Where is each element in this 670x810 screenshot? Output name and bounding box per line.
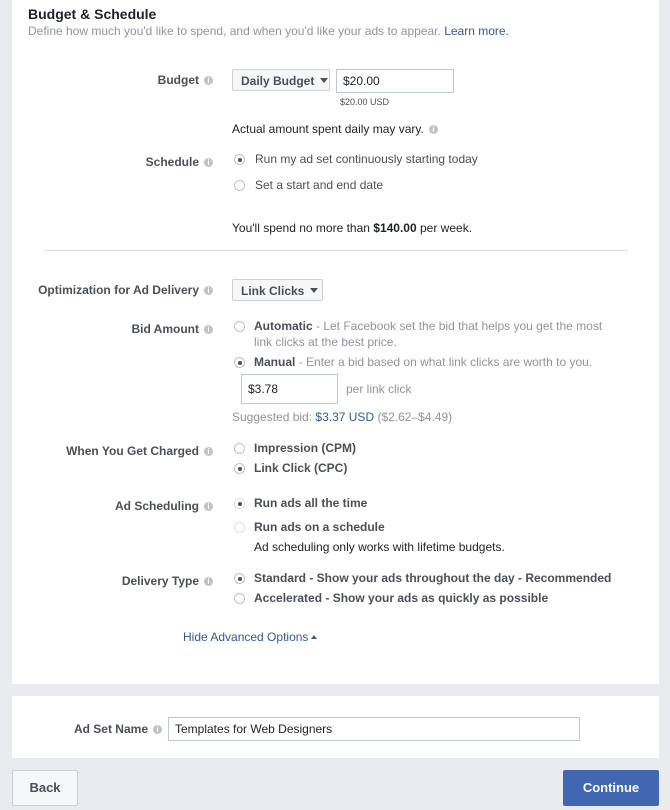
info-icon[interactable]: i xyxy=(204,502,213,511)
delivery-accelerated-radio[interactable] xyxy=(234,593,245,604)
back-button[interactable]: Back xyxy=(12,770,78,806)
bid-automatic-title: Automatic xyxy=(254,319,313,333)
section-subtitle xyxy=(28,24,509,38)
section-divider xyxy=(44,250,628,251)
ad-set-name-panel xyxy=(12,696,659,758)
bid-automatic-label[interactable] xyxy=(254,318,602,350)
ad-scheduling-all-time-label[interactable]: Run ads all the time xyxy=(254,496,368,510)
budget-type-dropdown[interactable] xyxy=(232,69,330,91)
bid-manual-title: Manual xyxy=(254,355,296,369)
info-icon[interactable]: i xyxy=(204,577,213,586)
chevron-down-icon xyxy=(320,78,328,83)
budget-amount-hint: $20.00 USD xyxy=(340,97,390,107)
ad-set-name-label xyxy=(74,722,162,736)
budget-type-value: Daily Budget xyxy=(241,74,315,88)
delivery-standard-label[interactable]: Standard - Show your ads throughout the day - Recommended xyxy=(254,571,612,585)
suggested-prefix: Suggested bid: xyxy=(232,410,316,424)
chevron-up-icon xyxy=(311,635,317,639)
ad-set-name-input[interactable] xyxy=(168,717,580,741)
ad-scheduling-schedule-label[interactable]: Run ads on a schedule xyxy=(254,520,385,534)
bid-amount-label-text: Bid Amount xyxy=(131,322,199,336)
bid-automatic-radio[interactable] xyxy=(234,321,245,332)
bid-amount-input[interactable] xyxy=(241,374,338,404)
ad-scheduling-note: Ad scheduling only works with lifetime budgets. xyxy=(254,540,505,554)
optimization-dropdown[interactable] xyxy=(232,279,323,301)
ad-scheduling-label xyxy=(115,499,213,513)
bid-unit: per link click xyxy=(346,382,412,396)
suggested-range: ($2.62–$4.49) xyxy=(374,410,453,424)
ad-set-name-label-text: Ad Set Name xyxy=(73,722,148,736)
info-icon[interactable]: i xyxy=(429,125,438,134)
charged-link-click-label[interactable]: Link Click (CPC) xyxy=(254,461,348,475)
delivery-accelerated-label[interactable]: Accelerated - Show your ads as quickly as possible xyxy=(254,591,549,605)
delivery-type-label-text: Delivery Type xyxy=(121,574,199,588)
bid-automatic-desc-2: link clicks at the best price. xyxy=(254,335,397,349)
schedule-start-end-radio[interactable] xyxy=(234,180,245,191)
learn-more-link[interactable]: Learn more. xyxy=(444,24,509,38)
bid-manual-radio[interactable] xyxy=(234,357,245,368)
ad-scheduling-label-text: Ad Scheduling xyxy=(115,499,199,513)
subtitle-text: Define how much you'd like to spend, and when you'd like your ads to appear. xyxy=(28,24,441,38)
delivery-standard-radio[interactable] xyxy=(234,573,245,584)
optimization-value: Link Clicks xyxy=(241,284,305,298)
schedule-continuous-radio[interactable] xyxy=(234,154,245,165)
budget-note xyxy=(232,122,438,136)
suggested-bid xyxy=(232,410,452,424)
schedule-label xyxy=(146,155,213,169)
info-icon[interactable]: i xyxy=(204,447,213,456)
budget-amount-input[interactable] xyxy=(336,69,454,93)
continue-button[interactable]: Continue xyxy=(563,770,659,806)
delivery-type-label xyxy=(122,574,213,588)
chevron-down-icon xyxy=(310,288,318,293)
charged-impression-label[interactable]: Impression (CPM) xyxy=(254,441,357,455)
suggested-bid-value[interactable]: $3.37 USD xyxy=(315,410,375,424)
weekly-prefix: You'll spend no more than xyxy=(232,221,374,235)
info-icon[interactable]: i xyxy=(204,76,213,85)
bid-manual-desc: - Enter a bid based on what link clicks are worth to you. xyxy=(295,355,593,369)
hide-advanced-options-text: Hide Advanced Options xyxy=(183,630,309,644)
info-icon[interactable]: i xyxy=(204,286,213,295)
charged-impression-radio[interactable] xyxy=(234,443,245,454)
charged-label-text: When You Get Charged xyxy=(66,444,199,458)
hide-advanced-options-link[interactable] xyxy=(183,630,317,644)
optimization-label xyxy=(38,283,213,297)
schedule-start-end-label[interactable]: Set a start and end date xyxy=(255,178,384,192)
info-icon[interactable]: i xyxy=(153,725,162,734)
bid-amount-label xyxy=(131,322,213,336)
weekly-spend-note xyxy=(232,221,472,235)
budget-note-text: Actual amount spent daily may vary. xyxy=(232,122,424,136)
schedule-continuous-label[interactable]: Run my ad set continuously starting today xyxy=(255,152,478,166)
schedule-label-text: Schedule xyxy=(145,155,199,169)
info-icon[interactable]: i xyxy=(204,325,213,334)
bid-automatic-desc: - Let Facebook set the bid that helps you get the most xyxy=(312,319,603,333)
optimization-label-text: Optimization for Ad Delivery xyxy=(38,283,199,297)
ad-scheduling-all-time-radio[interactable] xyxy=(234,498,245,509)
weekly-amount: $140.00 xyxy=(373,221,417,235)
charged-label xyxy=(66,444,213,458)
charged-link-click-radio[interactable] xyxy=(234,463,245,474)
info-icon[interactable]: i xyxy=(204,158,213,167)
weekly-suffix: per week. xyxy=(416,221,473,235)
ad-scheduling-schedule-radio[interactable] xyxy=(234,522,245,533)
budget-schedule-panel xyxy=(12,0,659,684)
budget-label xyxy=(158,73,213,87)
budget-label-text: Budget xyxy=(157,73,199,87)
section-title: Budget & Schedule xyxy=(28,6,157,22)
bid-manual-label[interactable] xyxy=(254,354,592,370)
